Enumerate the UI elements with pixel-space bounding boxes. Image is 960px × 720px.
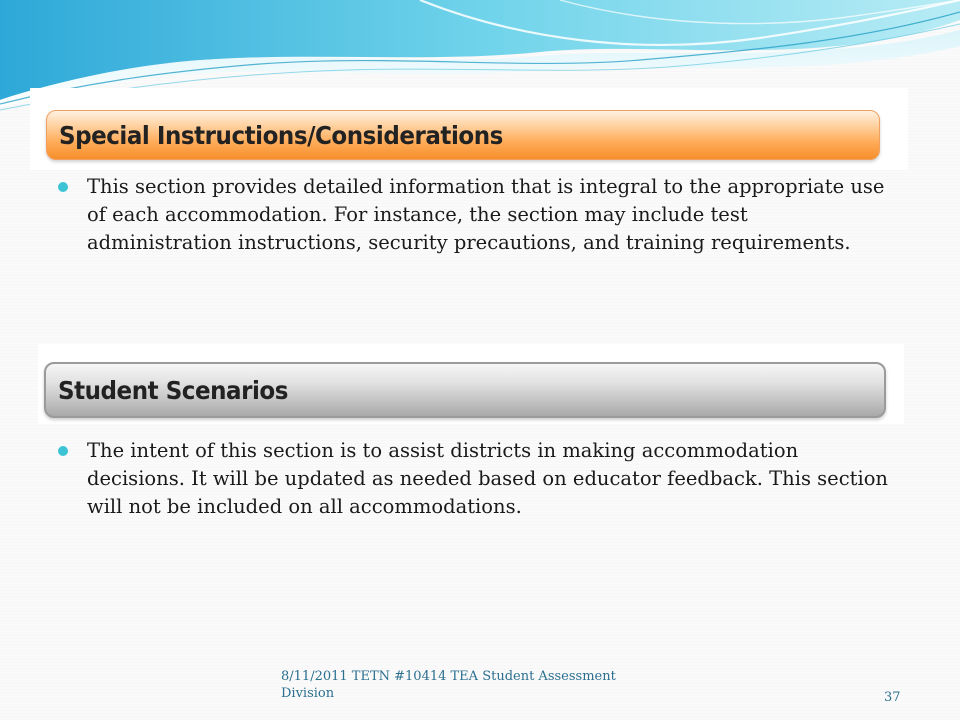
bullet-item: [58, 437, 888, 521]
special-instructions-description: This section provides detailed information that is integral to the appropriate use of each accommodation. For instance, the section may include test administration instructions, security precautions, and training requirements.: [87, 175, 885, 254]
slide-page-number: 37: [884, 690, 901, 705]
section-2-bullet-list: [58, 437, 888, 521]
student-scenarios-heading-banner: [44, 362, 886, 418]
section-1-bullet-list: [58, 173, 888, 257]
bullet-dot-icon: [58, 446, 68, 456]
special-instructions-heading: Special Instructions/Considerations: [59, 120, 503, 150]
student-scenarios-heading: Student Scenarios: [58, 375, 288, 405]
bullet-item: [58, 173, 888, 257]
special-instructions-heading-banner: [46, 110, 880, 160]
slide-footer: 8/11/2011 TETN #10414 TEA Student Assessment Division: [281, 669, 616, 701]
bullet-dot-icon: [58, 182, 68, 192]
student-scenarios-description: The intent of this section is to assist districts in making accommodation decisions. It will be updated as needed based on educator feedback. This section will not be included on all accommodations.: [87, 439, 888, 518]
